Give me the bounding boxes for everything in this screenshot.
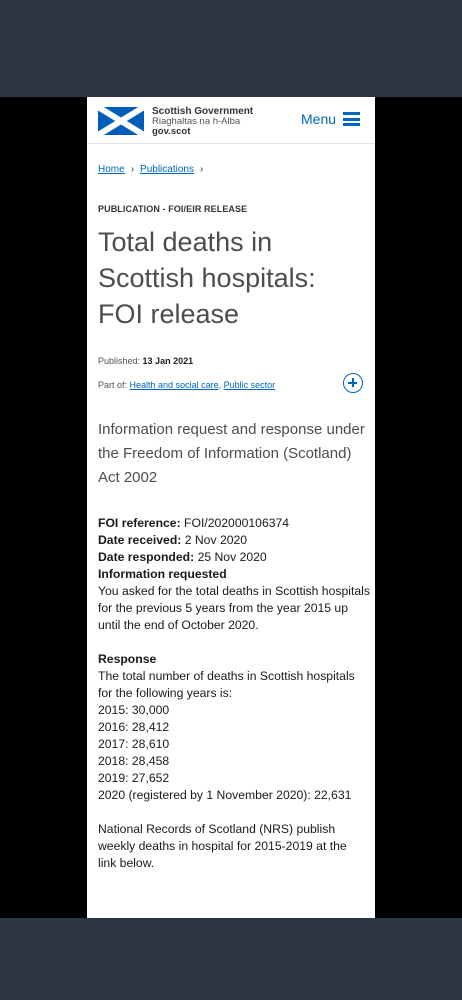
year-2018: 2018: 28,458 xyxy=(98,754,170,768)
breadcrumb-home-link[interactable]: Home xyxy=(98,164,125,175)
publication-summary: Information request and response under the Freedom of Information (Scotland) Act 2002 xyxy=(98,421,365,486)
nrs-text: National Records of Scotland (NRS) publish weekly deaths in hospital for 2015-2019 at the link below. xyxy=(98,822,347,870)
response-intro: The total number of deaths in Scottish hospitals for the following years is: xyxy=(98,669,355,700)
org-name: Scottish Government xyxy=(152,106,254,117)
org-gaelic-name: Riaghaltas na h-Alba xyxy=(152,116,241,127)
topic-link-health[interactable]: Health and social care xyxy=(129,380,219,390)
topic-link-public-sector[interactable]: Public sector xyxy=(223,380,276,390)
foi-reference-line: FOI reference: FOI/202000106374 xyxy=(98,516,290,530)
foi-content xyxy=(98,515,370,872)
bottom-background-band xyxy=(0,918,462,1000)
chevron-right-icon: › xyxy=(130,164,135,175)
page-title: Total deaths in Scottish hospitals: FOI release xyxy=(98,227,316,329)
published-prefix: Published: xyxy=(98,356,141,366)
saltire-flag-icon[interactable] xyxy=(98,107,144,135)
site-domain: gov.scot xyxy=(152,126,191,137)
year-2015: 2015: 30,000 xyxy=(98,703,170,717)
year-2020: 2020 (registered by 1 November 2020): 22,631 xyxy=(98,788,352,802)
part-of-prefix: Part of: xyxy=(98,380,128,390)
menu-label: Menu xyxy=(301,111,337,127)
left-black-border xyxy=(0,97,87,918)
published-date-value: 13 Jan 2021 xyxy=(142,356,194,366)
publication-type-label: PUBLICATION - FOI/EIR RELEASE xyxy=(98,204,248,214)
site-header xyxy=(87,97,375,144)
chevron-right-icon: › xyxy=(199,164,204,175)
right-black-border xyxy=(375,97,462,918)
part-of-topics xyxy=(98,380,275,390)
breadcrumb-publications-link[interactable]: Publications xyxy=(140,164,194,175)
year-2019: 2019: 27,652 xyxy=(98,771,170,785)
hamburger-icon xyxy=(343,112,360,126)
year-2016: 2016: 28,412 xyxy=(98,720,170,734)
published-date xyxy=(98,356,193,366)
brand-logo-text[interactable] xyxy=(152,107,253,137)
expand-plus-icon[interactable] xyxy=(343,373,363,393)
menu-button[interactable] xyxy=(301,111,360,127)
response-heading: Response xyxy=(98,652,157,666)
year-2017: 2017: 28,610 xyxy=(98,737,170,751)
date-responded-line: Date responded: 25 Nov 2020 xyxy=(98,550,267,564)
breadcrumb xyxy=(98,164,203,175)
date-received-line: Date received: 2 Nov 2020 xyxy=(98,533,248,547)
info-requested-text: You asked for the total deaths in Scottish hospitals for the previous 5 years from the year 2015 up until the end of October 2020. xyxy=(98,584,370,632)
topic-separator: , xyxy=(218,380,224,390)
info-requested-heading: Information requested xyxy=(98,567,227,581)
top-background-band xyxy=(0,0,462,97)
webpage xyxy=(87,97,375,918)
